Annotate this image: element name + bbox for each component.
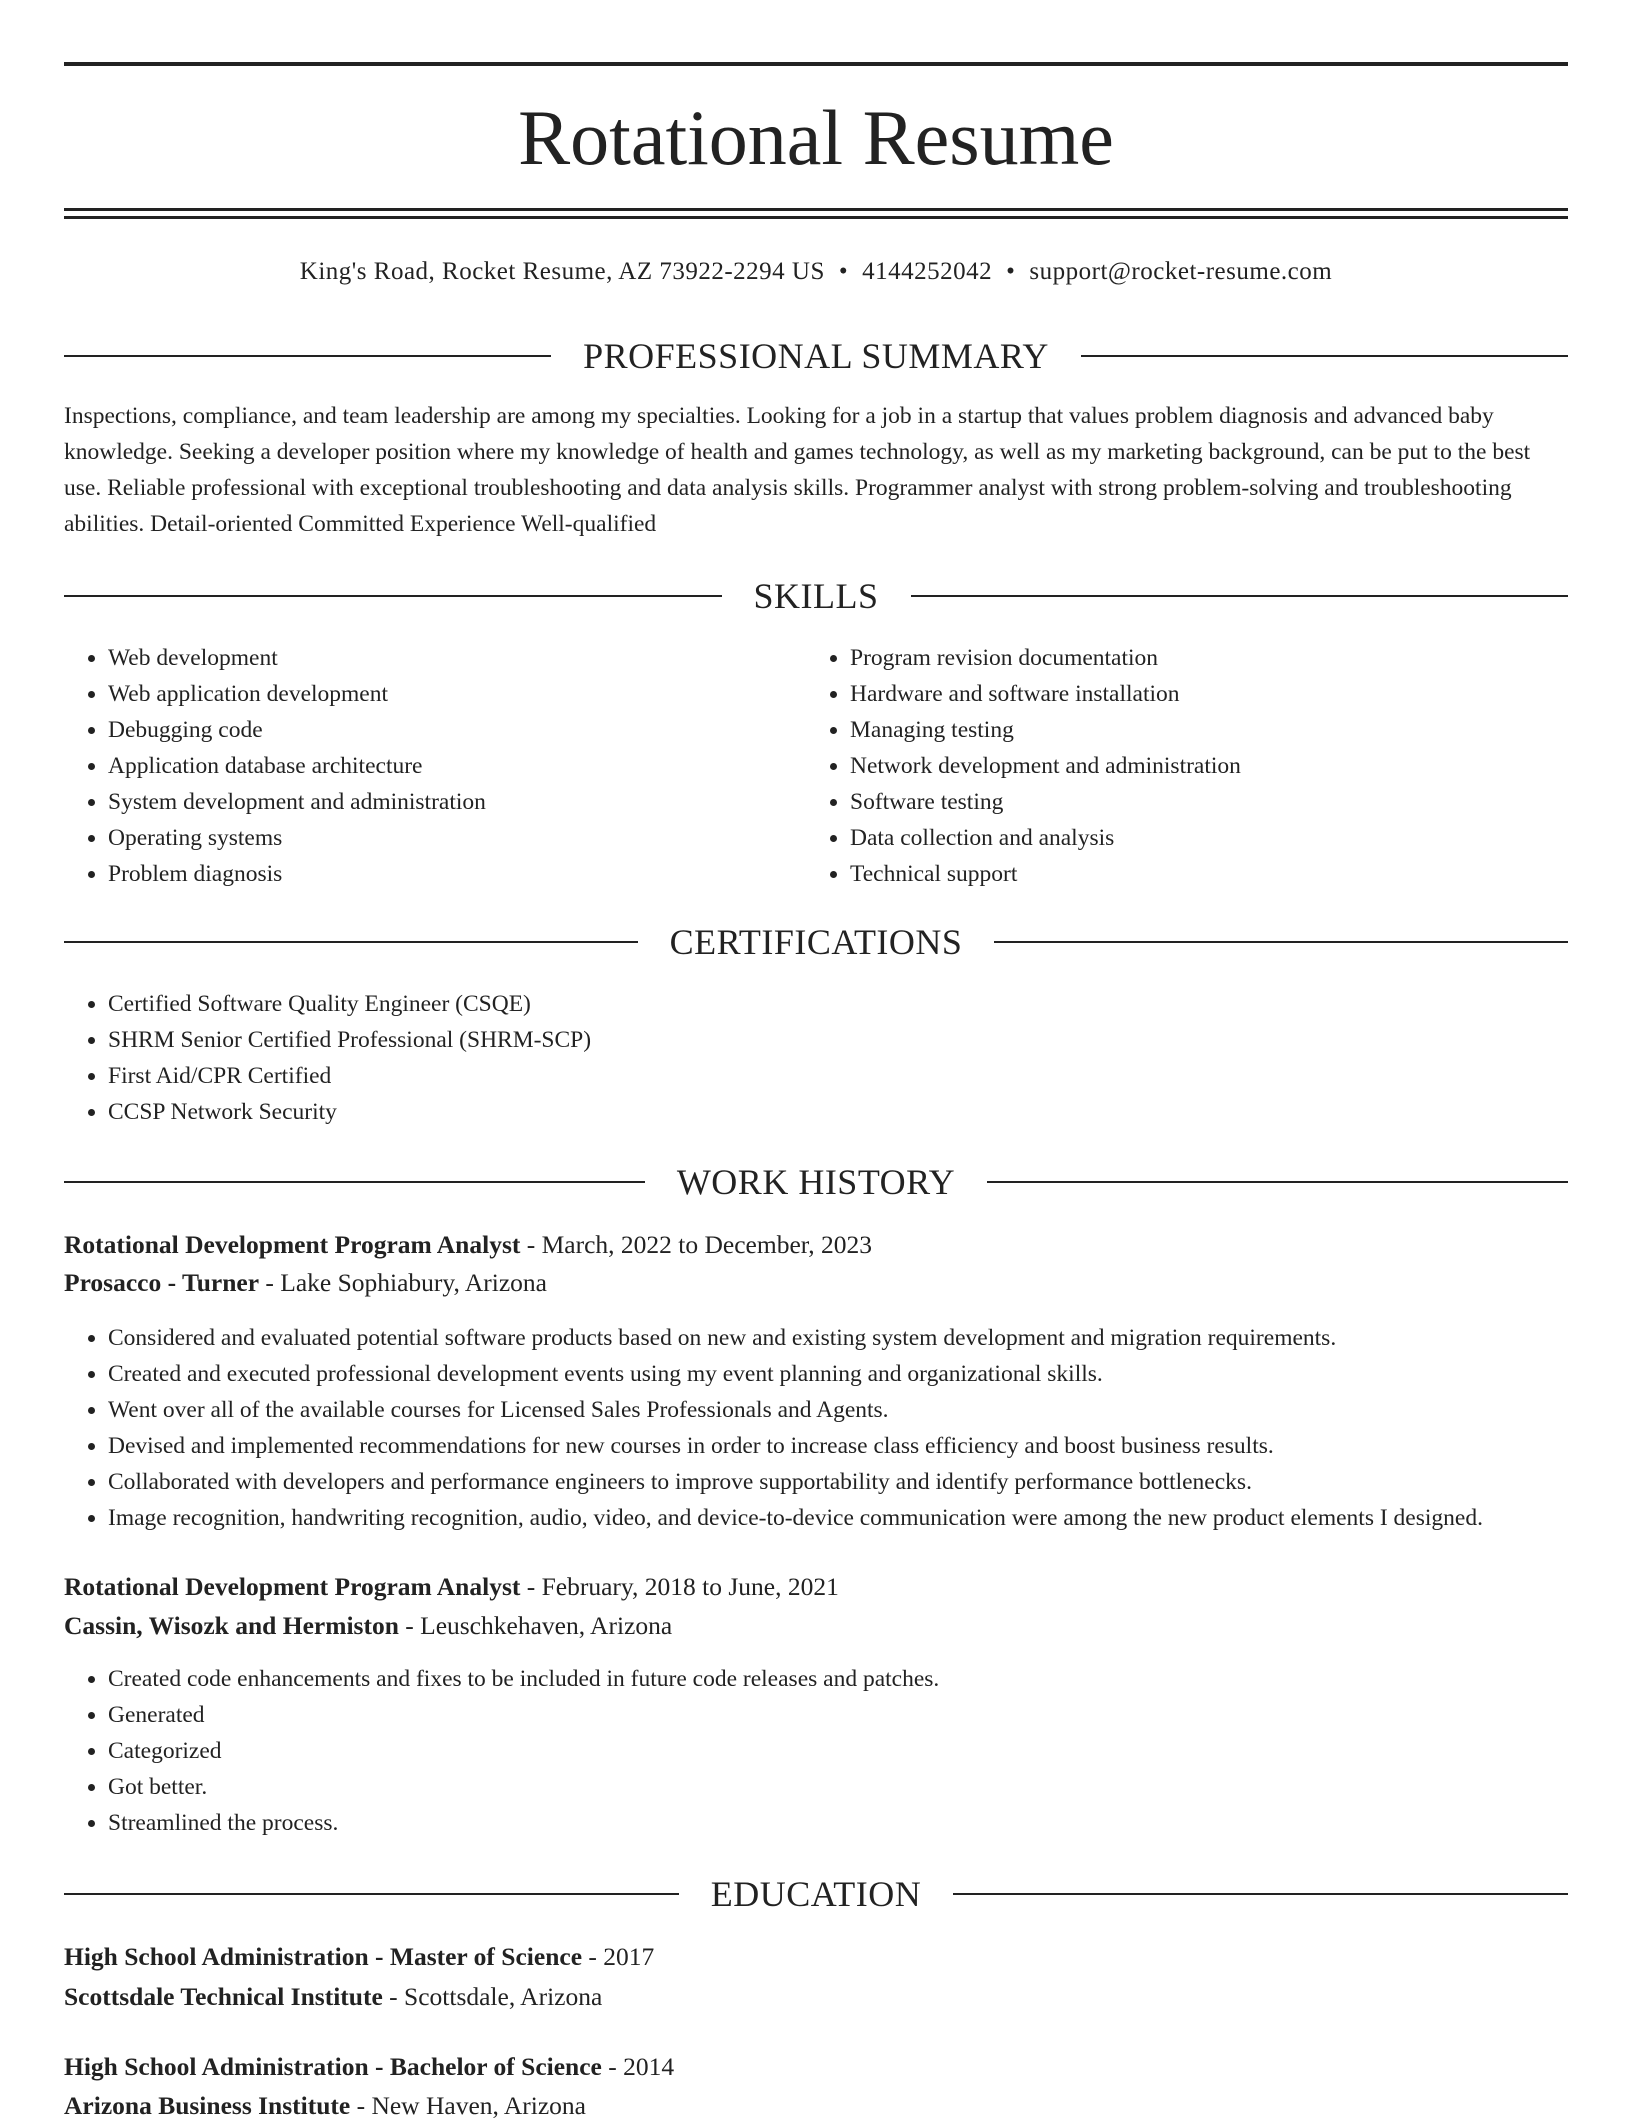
resume-title: Rotational Resume	[518, 94, 1114, 181]
skills-list-right	[806, 640, 1550, 892]
summary-text: Inspections, compliance, and team leadership are among my specialties. Looking for a job in a startup that values problem diagnosis and advanced baby knowledge. Seeking a developer position where my knowledge of health and games technology, as well as my marketing background, can be put to the best use. Reliable professional with exceptional troubleshooting and data analysis skills. Programmer analyst with strong problem-solving and troubleshooting abilities. Detail-oriented Committed Experience Well-qualified	[64, 403, 1531, 537]
certifications-list	[64, 986, 1508, 1130]
job-company: Prosacco - Turner	[64, 1268, 260, 1297]
job-title-line	[64, 1225, 1568, 1265]
job-company: Cassin, Wisozk and Hermiston	[64, 1611, 399, 1640]
contact-email: support@rocket-resume.com	[1029, 258, 1333, 285]
education-year: - 2017	[582, 1942, 655, 1971]
education-degree: High School Administration - Bachelor of Science	[64, 2052, 602, 2081]
job-title: Rotational Development Program Analyst	[64, 1572, 521, 1601]
job-dates: - February, 2018 to June, 2021	[520, 1572, 839, 1601]
contact-line	[64, 254, 1568, 290]
certification-item: • SHRM Senior Certified Professional (SHRM-SCP)	[108, 1022, 1508, 1058]
job-bullet: • Created and executed professional development events using my event planning and organizational skills.	[108, 1356, 1612, 1392]
skill-item: • Managing testing	[850, 712, 1550, 748]
contact-phone: 4144252042	[862, 258, 993, 285]
job-title-line	[64, 1567, 1568, 1607]
skill-item: • Application database architecture	[108, 748, 808, 784]
skills-list-left	[64, 640, 808, 892]
top-rule	[64, 62, 1568, 66]
job-bullet: • Went over all of the available courses for Licensed Sales Professionals and Agents.	[108, 1392, 1612, 1428]
skill-item: • Program revision documentation	[850, 640, 1550, 676]
heading-rule	[953, 1893, 1568, 1895]
certifications-heading-text: CERTIFICATIONS	[669, 922, 963, 962]
work-history-heading-text: WORK HISTORY	[676, 1162, 956, 1202]
contact-address: King's Road, Rocket Resume, AZ 73922-2294 US	[299, 258, 825, 285]
education-year: - 2014	[601, 2052, 675, 2081]
education-school: Arizona Business Institute	[64, 2091, 351, 2120]
job-bullet: • Generated	[108, 1697, 1612, 1733]
contact-separator: •	[838, 258, 849, 285]
skill-item: • Network development and administration	[850, 748, 1550, 784]
skills-heading-text: SKILLS	[753, 576, 879, 616]
certification-item: • Certified Software Quality Engineer (CSQE)	[108, 986, 1508, 1022]
job-bullet: • Categorized	[108, 1733, 1612, 1769]
job-dates: - March, 2022 to December, 2023	[520, 1230, 872, 1259]
education-school-line	[64, 1977, 1568, 2017]
skills-heading	[64, 574, 1568, 618]
job-bullet: • Devised and implemented recommendations for new courses in order to increase class efficiency and boost business results.	[108, 1428, 1612, 1464]
certification-item: • First Aid/CPR Certified	[108, 1058, 1508, 1094]
job-bullets	[64, 1661, 1612, 1841]
job-bullet: • Image recognition, handwriting recognition, audio, video, and device-to-device communication were among the new product elements I designed.	[108, 1500, 1612, 1536]
skill-item: • Technical support	[850, 856, 1550, 892]
title-rule-lower	[64, 216, 1568, 219]
job-company-line	[64, 1263, 1568, 1303]
job-location: - Leuschkehaven, Arizona	[398, 1611, 673, 1640]
education-degree-line	[64, 2047, 1568, 2087]
job-location: - Lake Sophiabury, Arizona	[259, 1268, 547, 1297]
education-school: Scottsdale Technical Institute	[64, 1982, 383, 2011]
education-degree: High School Administration - Master of Science	[64, 1942, 583, 1971]
title-rule-upper	[64, 208, 1568, 211]
heading-rule	[911, 595, 1569, 597]
summary-heading-text: PROFESSIONAL SUMMARY	[583, 336, 1049, 376]
education-school-line	[64, 2086, 1568, 2126]
skill-item: • Web application development	[108, 676, 808, 712]
heading-rule	[64, 941, 638, 943]
job-bullet: • Collaborated with developers and performance engineers to improve supportability and identify performance bottlenecks.	[108, 1464, 1612, 1500]
certifications-heading	[64, 920, 1568, 964]
job-bullet: • Got better.	[108, 1769, 1612, 1805]
heading-rule	[64, 355, 551, 357]
heading-rule	[1081, 355, 1568, 357]
skill-item: • Web development	[108, 640, 808, 676]
skill-item: • Software testing	[850, 784, 1550, 820]
education-heading	[64, 1872, 1568, 1916]
job-company-line	[64, 1606, 1568, 1646]
education-heading-text: EDUCATION	[710, 1874, 922, 1914]
contact-separator: •	[1006, 258, 1016, 285]
job-title: Rotational Development Program Analyst	[64, 1230, 521, 1259]
skill-item: • Operating systems	[108, 820, 808, 856]
job-bullet: • Considered and evaluated potential software products based on new and existing system development and migration requirements.	[108, 1320, 1612, 1356]
heading-rule	[64, 1893, 679, 1895]
summary-heading	[64, 334, 1568, 378]
heading-rule	[994, 941, 1568, 943]
heading-rule	[987, 1181, 1568, 1183]
job-bullet: • Created code enhancements and fixes to be included in future code releases and patches.	[108, 1661, 1612, 1697]
job-bullet: • Streamlined the process.	[108, 1805, 1612, 1841]
skill-item: • Data collection and analysis	[850, 820, 1550, 856]
skill-item: • Hardware and software installation	[850, 676, 1550, 712]
skill-item: • System development and administration	[108, 784, 808, 820]
work-history-heading	[64, 1160, 1568, 1204]
skill-item: • Problem diagnosis	[108, 856, 808, 892]
education-location: - New Haven, Arizona	[350, 2091, 586, 2120]
heading-rule	[64, 595, 722, 597]
heading-rule	[64, 1181, 645, 1183]
job-bullets	[64, 1320, 1612, 1536]
education-location: - Scottsdale, Arizona	[382, 1982, 603, 2011]
skill-item: • Debugging code	[108, 712, 808, 748]
education-degree-line	[64, 1937, 1568, 1977]
certification-item: • CCSP Network Security	[108, 1094, 1508, 1130]
